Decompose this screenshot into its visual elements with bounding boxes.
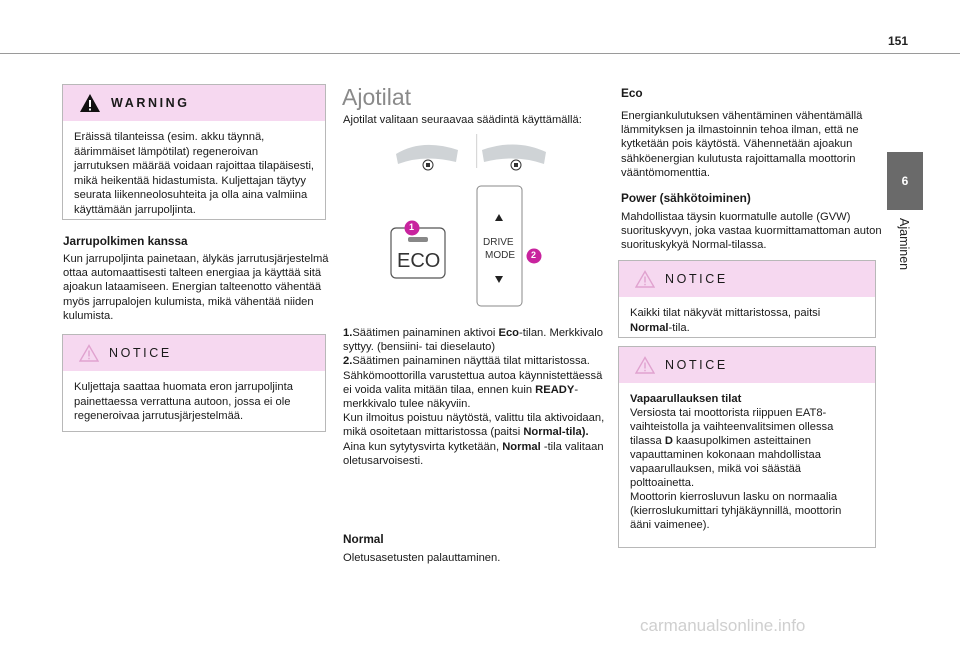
drive-label: DRIVE — [483, 237, 514, 248]
watermark: carmanualsonline.info — [640, 616, 806, 635]
eco-heading: Eco — [621, 86, 643, 100]
eco-label: ECO — [397, 250, 441, 272]
warning-title: WARNING — [111, 96, 190, 110]
notice-box-3 — [618, 346, 876, 548]
power-text: Mahdollistaa täysin kuormatulle autolle (GVW) suorituskyvyn, joka vastaa kuormittamattoman auton suorituskykyä Normal-tilassa. — [621, 211, 882, 252]
warning-header — [63, 85, 325, 121]
para-3: Sähkömoottorilla varustettua autoa käynnistettäessä ei voida valita mitään tilaa, ennen kuin READY-merkkivalo tulee näkyviin. — [343, 369, 603, 411]
header-rule — [0, 53, 960, 54]
chapter-tab[interactable]: 6 — [887, 152, 923, 210]
notice-3-subheading: Vapaarullauksen tilat — [630, 393, 742, 405]
callout-2: 2 — [531, 250, 537, 260]
mode-label: MODE — [485, 250, 515, 261]
chapter-label: Ajaminen — [897, 218, 911, 271]
notice-header-3 — [619, 347, 875, 383]
modes-description — [343, 326, 605, 468]
para-5: Aina kun sytytysvirta kytketään, Normal -tila valitaan oletusarvoisesti. — [343, 440, 604, 467]
notice-title-2: NOTICE — [665, 272, 728, 286]
eco-text: Energiankulutuksen vähentäminen vähentämällä lämmityksen ja ilmastoinnin tehoa ilman, että ne kytketään pois käytöstä. Vähennetään ajoakun sähköenergian kulutusta rajoittamalla moottorin vääntömomenttia. — [621, 110, 863, 179]
callout-1: 1 — [409, 222, 415, 232]
notice-title-3: NOTICE — [665, 358, 728, 372]
notice-box-2 — [618, 260, 876, 338]
notice-title-1: NOTICE — [109, 346, 172, 360]
para-2: 2.Säätimen painaminen näyttää tilat mittaristossa. — [343, 355, 590, 368]
normal-text: Oletusasetusten palauttaminen. — [343, 552, 501, 564]
para-4: Kun ilmoitus poistuu näytöstä, valittu tila aktivoidaan, mikä osoitetaan mittaristossa (paitsi Normal-tila). — [343, 412, 605, 439]
warning-icon — [79, 93, 101, 113]
notice-icon — [635, 356, 655, 374]
notice-text-3: Vapaarullauksen tilat Versiosta tai moottorista riippuen EAT8-vaihteistolla ja vaihteenvalitsimen ollessa tilassa D kaasupolkimen asteittainen vapauttaminen kokonaan mahdollistaa vapaarullauksen, mikä voi säästää polttoainetta. Moottorin kierrosluvun lasku on normaalia (kierroslukumittari tyhjäkäynnillä, moottorin ääni vaimenee). — [619, 383, 875, 542]
notice-icon — [635, 270, 655, 288]
notice-header-1 — [63, 335, 325, 371]
notice-icon — [79, 344, 99, 362]
notice-box-1 — [62, 334, 326, 432]
warning-box — [62, 84, 326, 220]
notice-header-2 — [619, 261, 875, 297]
section-title: Ajotilat — [342, 84, 412, 110]
intro-text: Ajotilat valitaan seuraavaa säädintä käyttämällä: — [343, 114, 582, 126]
para-1: 1.Säätimen painaminen aktivoi Eco-tilan. Merkkivalo syttyy. (bensiini- tai dieselauto) — [343, 327, 603, 354]
power-heading: Power (sähkötoiminen) — [621, 191, 751, 205]
left-paragraph: Kun jarrupoljinta painetaan, älykäs jarrutusjärjestelmä ottaa automaattisesti talteen energiaa ja käyttää sitä ajoakun lataamiseen. Energian talteenotto vähentää myös jarrupalojen kulumista, mikä vähentää niiden kulumista. — [63, 253, 329, 322]
notice-text-1: Kuljettaja saattaa huomata eron jarrupoljinta painettaessa verrattuna autoon, jossa ei ole regeneroivaa jarrutusjärjestelmää. — [74, 381, 293, 422]
normal-heading: Normal — [343, 532, 384, 546]
notice-text-2: Kaikki tilat näkyvät mittaristossa, paitsi Normal-tila. — [630, 307, 821, 334]
left-heading: Jarrupolkimen kanssa — [63, 234, 188, 248]
warning-text: Eräissä tilanteissa (esim. akku täynnä, äärimmäiset lämpötilat) regeneroivan jarrutuksen määrää voidaan rajoittaa tilapäisesti, mikä heikentää hidastumista. Kuljettajan täytyy seurata liikenneolosuhteita ja olla aina valmiina käyttämään jarrupoljinta. — [74, 131, 315, 216]
page-number: 151 — [887, 34, 908, 48]
mode-figure — [382, 130, 582, 320]
